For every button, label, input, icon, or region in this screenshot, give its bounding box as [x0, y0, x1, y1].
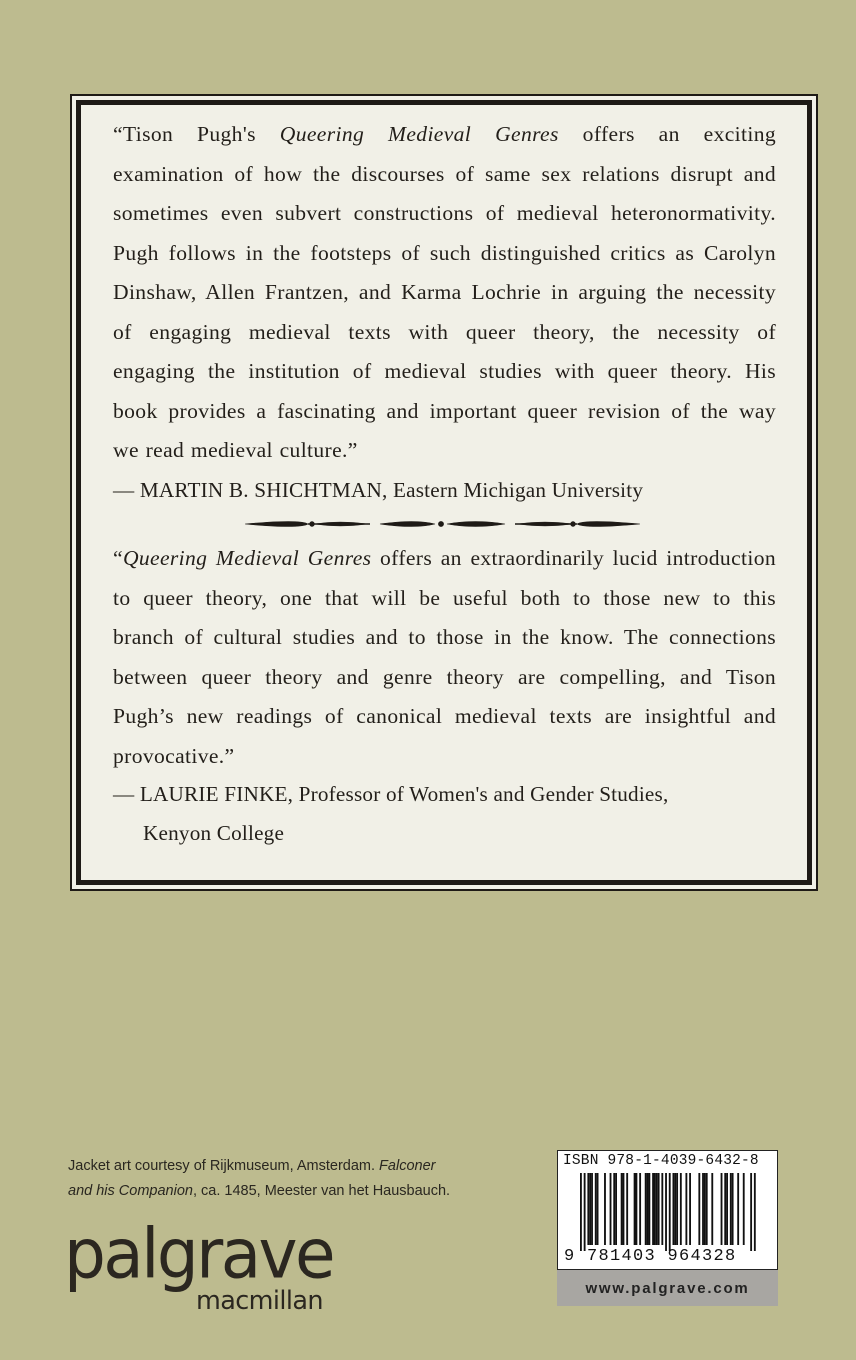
publisher-imprint: macmillan [196, 1286, 323, 1316]
quote-line: between queer theory and genre theory are compelling, and Tison [113, 664, 776, 689]
quote-line: “Tison Pugh's Queering Medieval Genres offers an exciting [113, 122, 777, 146]
quote-line: book provides a fascinating and important queer revision of the way [113, 398, 776, 423]
attribution-affiliation: Kenyon College [143, 821, 285, 845]
barcode-bar [626, 1173, 628, 1245]
barcode-bar [595, 1173, 597, 1245]
barcode-bar [706, 1173, 708, 1245]
barcode-bar [656, 1173, 658, 1245]
barcode-bar [730, 1173, 732, 1245]
barcode-bar [676, 1173, 678, 1245]
review-attribution-2 [113, 775, 668, 853]
quote-line: Pugh follows in the footsteps of such distinguished critics as Carolyn [113, 240, 776, 265]
ornament-flourish-left [245, 522, 370, 527]
quote-line: branch of cultural studies and to those in the know. The connections [113, 625, 776, 649]
barcode-bar [654, 1173, 656, 1245]
quote-line: examination of how the discourses of same sex relations disrupt and [113, 161, 776, 186]
barcode-bar [674, 1173, 676, 1245]
barcode-bar [634, 1173, 636, 1245]
quote-line: provocative.” [113, 743, 235, 768]
barcode-bar [750, 1173, 752, 1251]
quote-line: engaging the institution of medieval studies with queer theory. His [113, 359, 776, 383]
barcode-bar [591, 1173, 593, 1245]
quote-line: we read medieval culture.” [113, 438, 358, 462]
quote-line: Dinshaw, Allen Frantzen, and Karma Lochrie in arguing the necessity [113, 280, 776, 304]
quote-line: “Queering Medieval Genres offers an extraordinarily lucid introduction [113, 546, 776, 570]
barcode-bar [754, 1173, 756, 1251]
barcode-bar [647, 1173, 649, 1245]
barcode-bar [721, 1173, 723, 1245]
barcode-bar [597, 1173, 599, 1245]
ornament-divider [240, 515, 645, 533]
barcode-bar [732, 1173, 734, 1245]
barcode-bar [702, 1173, 704, 1245]
barcode-bar [580, 1173, 582, 1251]
barcode-bar [604, 1173, 606, 1245]
barcode-bar [652, 1173, 654, 1245]
barcode-bar [680, 1173, 682, 1245]
barcode-bar [704, 1173, 706, 1245]
barcode-bar [689, 1173, 691, 1245]
barcode-bar [621, 1173, 623, 1245]
barcode-bar [669, 1173, 671, 1251]
quote-line: to queer theory, one that will be useful both to those new to this [113, 585, 776, 610]
attribution-text: — MARTIN B. SHICHTMAN, Eastern Michigan University [113, 478, 644, 502]
barcode-bar [636, 1173, 638, 1245]
review-quote-1 [113, 115, 776, 471]
barcode-bar [685, 1173, 687, 1245]
barcode-bar [639, 1173, 641, 1245]
barcode-bar [673, 1173, 675, 1245]
ornament-flourish-right [515, 522, 640, 527]
barcode-bar [613, 1173, 615, 1245]
review-attribution-1 [113, 471, 643, 510]
barcode-bar [726, 1173, 728, 1245]
jacket-art-credit: Jacket art courtesy of Rijkmuseum, Amsterdam. Falconer and his Companion, ca. 1485, Meester van het Hausbauch. [68, 1158, 451, 1199]
attribution-text: — LAURIE FINKE, Professor of Women's and Gender Studies, [113, 782, 669, 806]
barcode-bar [711, 1173, 713, 1245]
quote-line: of engaging medieval texts with queer theory, the necessity of [113, 319, 776, 344]
barcode-bar [589, 1173, 591, 1245]
barcode-bar [661, 1173, 663, 1245]
barcode-bar [623, 1173, 625, 1245]
publisher-website[interactable]: www.palgrave.com [557, 1270, 778, 1306]
quote-line: Pugh’s new readings of canonical medieval texts are insightful and [113, 704, 776, 728]
review-quote-2 [113, 539, 776, 776]
quote-line: sometimes even subvert constructions of medieval heteronormativity. [113, 201, 776, 225]
barcode-bar [698, 1173, 700, 1245]
barcode-bar [743, 1173, 745, 1245]
publisher-logo: palgrave [64, 1213, 334, 1295]
barcode-bar [645, 1173, 647, 1245]
ornament-flourish-center [380, 522, 505, 527]
barcode-bar [737, 1173, 739, 1245]
barcode-bar [665, 1173, 667, 1251]
barcode-bar [610, 1173, 612, 1245]
barcode-bar [724, 1173, 726, 1245]
isbn-label: ISBN 978-1-4039-6432-8 [563, 1153, 759, 1169]
barcode-bar [615, 1173, 617, 1245]
barcode-bar [648, 1173, 650, 1245]
barcode-bar [587, 1173, 589, 1245]
barcode-bar [584, 1173, 586, 1251]
barcode-bar [658, 1173, 660, 1245]
isbn-barcode: ISBN 978-1-4039-6432-8 9 781403 964328 [557, 1150, 778, 1270]
